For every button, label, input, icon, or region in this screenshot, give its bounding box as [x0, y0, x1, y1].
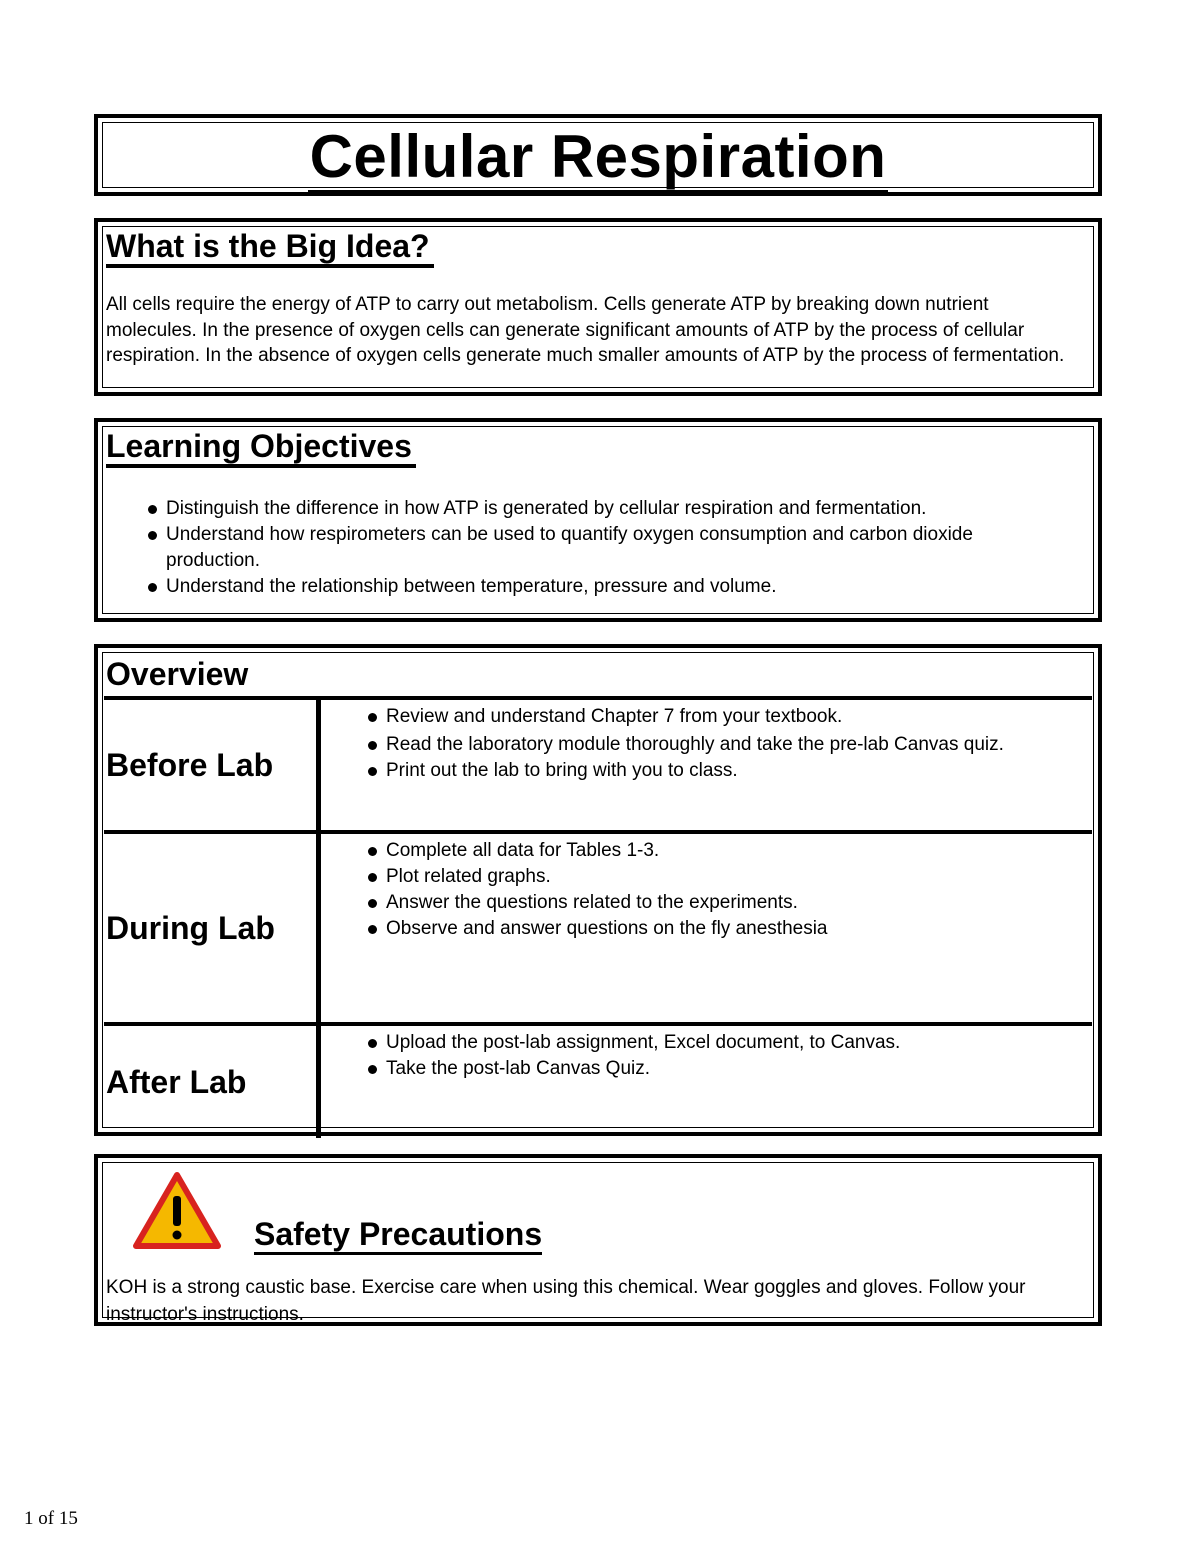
overview-header: [104, 654, 1092, 700]
before-lab-list: [368, 704, 1072, 784]
row-label: Before Lab: [104, 700, 321, 830]
list-item: Review and understand Chapter 7 from your textbook.: [368, 704, 1072, 730]
list-item: Answer the questions related to the experiments.: [368, 890, 1072, 916]
learning-objectives-section: [94, 418, 1102, 622]
list-item: Print out the lab to bring with you to class.: [368, 758, 1072, 784]
list-item: Understand how respirometers can be used to quantify oxygen consumption and carbon dioxide production.: [148, 522, 1062, 574]
row-label: After Lab: [104, 1026, 321, 1138]
list-item: Read the laboratory module thoroughly and take the pre-lab Canvas quiz.: [368, 732, 1072, 758]
overview-heading: Overview: [106, 656, 249, 692]
list-item: Observe and answer questions on the fly anesthesia: [368, 916, 1072, 942]
page-title: Cellular Respiration: [104, 124, 1092, 190]
list-item: Distinguish the difference in how ATP is generated by cellular respiration and fermentation.: [148, 496, 1062, 522]
big-idea-section: [94, 218, 1102, 396]
big-idea-heading: What is the Big Idea?: [106, 228, 434, 268]
during-lab-list: [368, 838, 1072, 942]
list-item: Plot related graphs.: [368, 864, 1072, 890]
overview-row-during-lab: [104, 834, 1092, 1026]
safety-precautions-section: [94, 1154, 1102, 1326]
warning-triangle-icon: [132, 1170, 222, 1250]
list-item: Upload the post-lab assignment, Excel document, to Canvas.: [368, 1030, 1072, 1056]
page-number: 1 of 15: [24, 1508, 78, 1529]
title-box: [94, 114, 1102, 196]
overview-section: [94, 644, 1102, 1136]
objectives-list: [148, 496, 1062, 600]
overview-row-after-lab: [104, 1026, 1092, 1138]
list-item: Complete all data for Tables 1-3.: [368, 838, 1072, 864]
safety-text: KOH is a strong caustic base. Exercise care when using this chemical. Wear goggles and gloves. Follow your instructor's instructions.: [106, 1277, 1026, 1325]
learning-objectives-heading: Learning Objectives: [106, 428, 416, 468]
row-label: During Lab: [104, 834, 321, 1022]
overview-row-before-lab: [104, 700, 1092, 834]
after-lab-list: [368, 1030, 1072, 1082]
list-item: Take the post-lab Canvas Quiz.: [368, 1056, 1072, 1082]
big-idea-text: All cells require the energy of ATP to carry out metabolism. Cells generate ATP by breaking down nutrient molecules. In the presence of oxygen cells can generate significant amounts of ATP by the process of cellular respiration. In the absence of oxygen cells generate much smaller amounts of ATP by the process of fermentation.: [106, 294, 1065, 366]
list-item: Understand the relationship between temperature, pressure and volume.: [148, 574, 1062, 600]
safety-heading: Safety Precautions: [254, 1216, 542, 1255]
